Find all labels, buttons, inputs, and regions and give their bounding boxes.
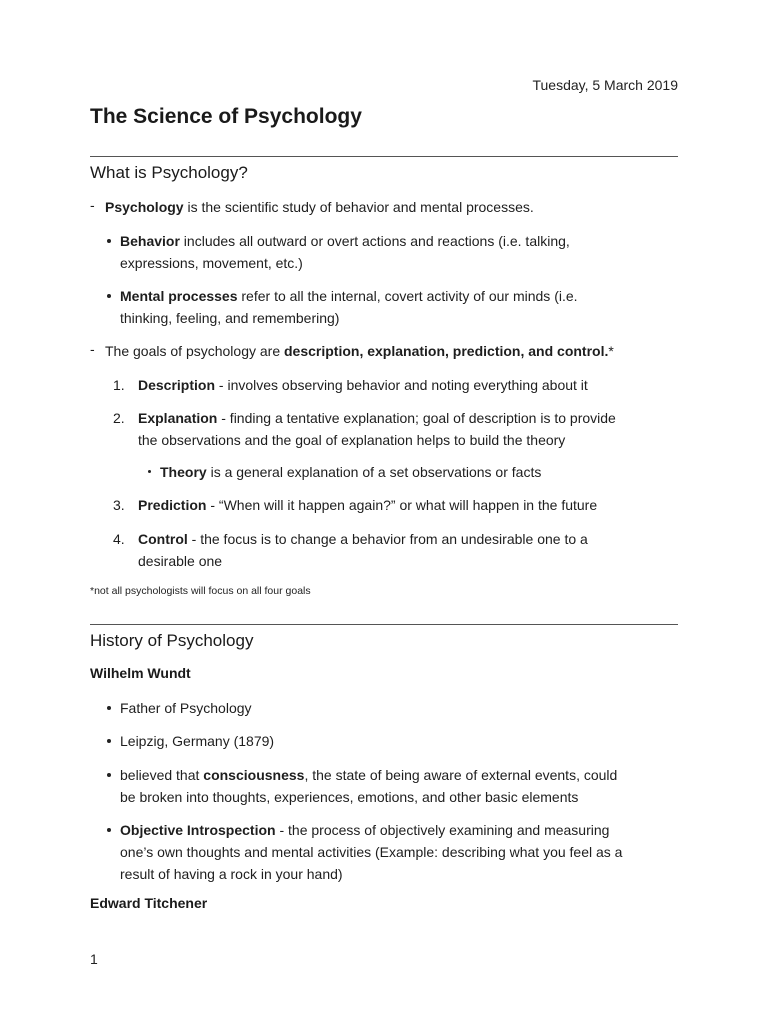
document-title: The Science of Psychology: [90, 105, 362, 128]
goal-number: 4.: [113, 531, 125, 547]
dash-marker: -: [90, 341, 95, 357]
bullet-icon: [107, 294, 111, 298]
definition-mental-processes: [120, 285, 578, 307]
term-behavior: Behavior: [120, 233, 180, 249]
definition-psychology-text: is the scientific study of behavior and mental processes.: [183, 199, 534, 215]
goal-term: Explanation: [138, 410, 218, 426]
section-heading-what-is-psychology: [90, 156, 678, 183]
wundt-point-4-text: - the process of objectively examining and measuring: [275, 822, 610, 838]
page-number: 1: [90, 951, 98, 967]
definition-theory: [160, 461, 541, 483]
goals-asterisk: *: [608, 343, 614, 359]
goal-control-continued: desirable one: [138, 553, 223, 569]
term-psychology: Psychology: [105, 199, 184, 215]
term-consciousness: consciousness: [203, 767, 305, 783]
bullet-icon: [107, 739, 111, 743]
footnote: *not all psychologists will focus on all four goals: [90, 585, 311, 597]
wundt-point-2: Leipzig, Germany (1879): [120, 733, 275, 749]
dash-marker: -: [90, 197, 95, 213]
term-objective-introspection: Objective Introspection: [120, 822, 276, 838]
wundt-point-4: [120, 819, 609, 841]
wundt-point-3-continued: be broken into thoughts, experiences, emotions, and other basic elements: [120, 789, 579, 805]
definition-behavior-continued: expressions, movement, etc.): [120, 255, 303, 271]
section-heading-history-of-psychology: [90, 624, 678, 651]
wundt-point-1: Father of Psychology: [120, 700, 252, 716]
definition-psychology: [105, 196, 534, 218]
goal-explanation-continued: the observations and the goal of explanation helps to build the theory: [138, 432, 566, 448]
goal-prediction: [138, 494, 597, 516]
term-theory: Theory: [160, 464, 207, 480]
goal-number: 1.: [113, 377, 125, 393]
goals-list: description, explanation, prediction, and control.: [284, 343, 609, 359]
goal-term: Control: [138, 531, 188, 547]
bullet-icon: [107, 706, 111, 710]
definition-behavior-text: includes all outward or overt actions and reactions (i.e. talking,: [179, 233, 570, 249]
definition-behavior: [120, 230, 570, 252]
goals-of-psychology: [105, 340, 614, 362]
goal-text: - “When will it happen again?” or what will happen in the future: [206, 497, 598, 513]
goal-description: [138, 374, 588, 396]
goal-number: 3.: [113, 497, 125, 513]
bullet-icon: [107, 239, 111, 243]
definition-mental-processes-continued: thinking, feeling, and remembering): [120, 310, 340, 326]
goal-control: [138, 528, 588, 550]
bullet-icon: [107, 773, 111, 777]
goal-number: 2.: [113, 410, 125, 426]
wundt-point-3-intro: believed that: [120, 767, 204, 783]
goal-explanation: [138, 407, 616, 429]
goal-text: - the focus is to change a behavior from an undesirable one to a: [187, 531, 588, 547]
wundt-point-3: [120, 764, 617, 786]
definition-mental-processes-text: refer to all the internal, covert activity of our minds (i.e.: [237, 288, 578, 304]
goal-term: Description: [138, 377, 216, 393]
goal-text: - finding a tentative explanation; goal of description is to provide: [217, 410, 616, 426]
section-heading-text: History of Psychology: [90, 631, 254, 650]
document-date: Tuesday, 5 March 2019: [532, 77, 678, 93]
subheading-wilhelm-wundt: Wilhelm Wundt: [90, 665, 191, 681]
bullet-icon: [107, 828, 111, 832]
definition-theory-text: is a general explanation of a set observations or facts: [206, 464, 542, 480]
goal-term: Prediction: [138, 497, 207, 513]
term-mental-processes: Mental processes: [120, 288, 238, 304]
bullet-icon: [148, 470, 151, 473]
goals-intro: The goals of psychology are: [105, 343, 284, 359]
wundt-point-4-continued: one’s own thoughts and mental activities (Example: describing what you feel as a: [120, 844, 623, 860]
section-heading-text: What is Psychology?: [90, 163, 248, 182]
subheading-edward-titchener: Edward Titchener: [90, 895, 208, 911]
wundt-point-3-text: , the state of being aware of external events, could: [304, 767, 618, 783]
wundt-point-4-continued-2: result of having a rock in your hand): [120, 866, 343, 882]
goal-text: - involves observing behavior and noting everything about it: [215, 377, 588, 393]
